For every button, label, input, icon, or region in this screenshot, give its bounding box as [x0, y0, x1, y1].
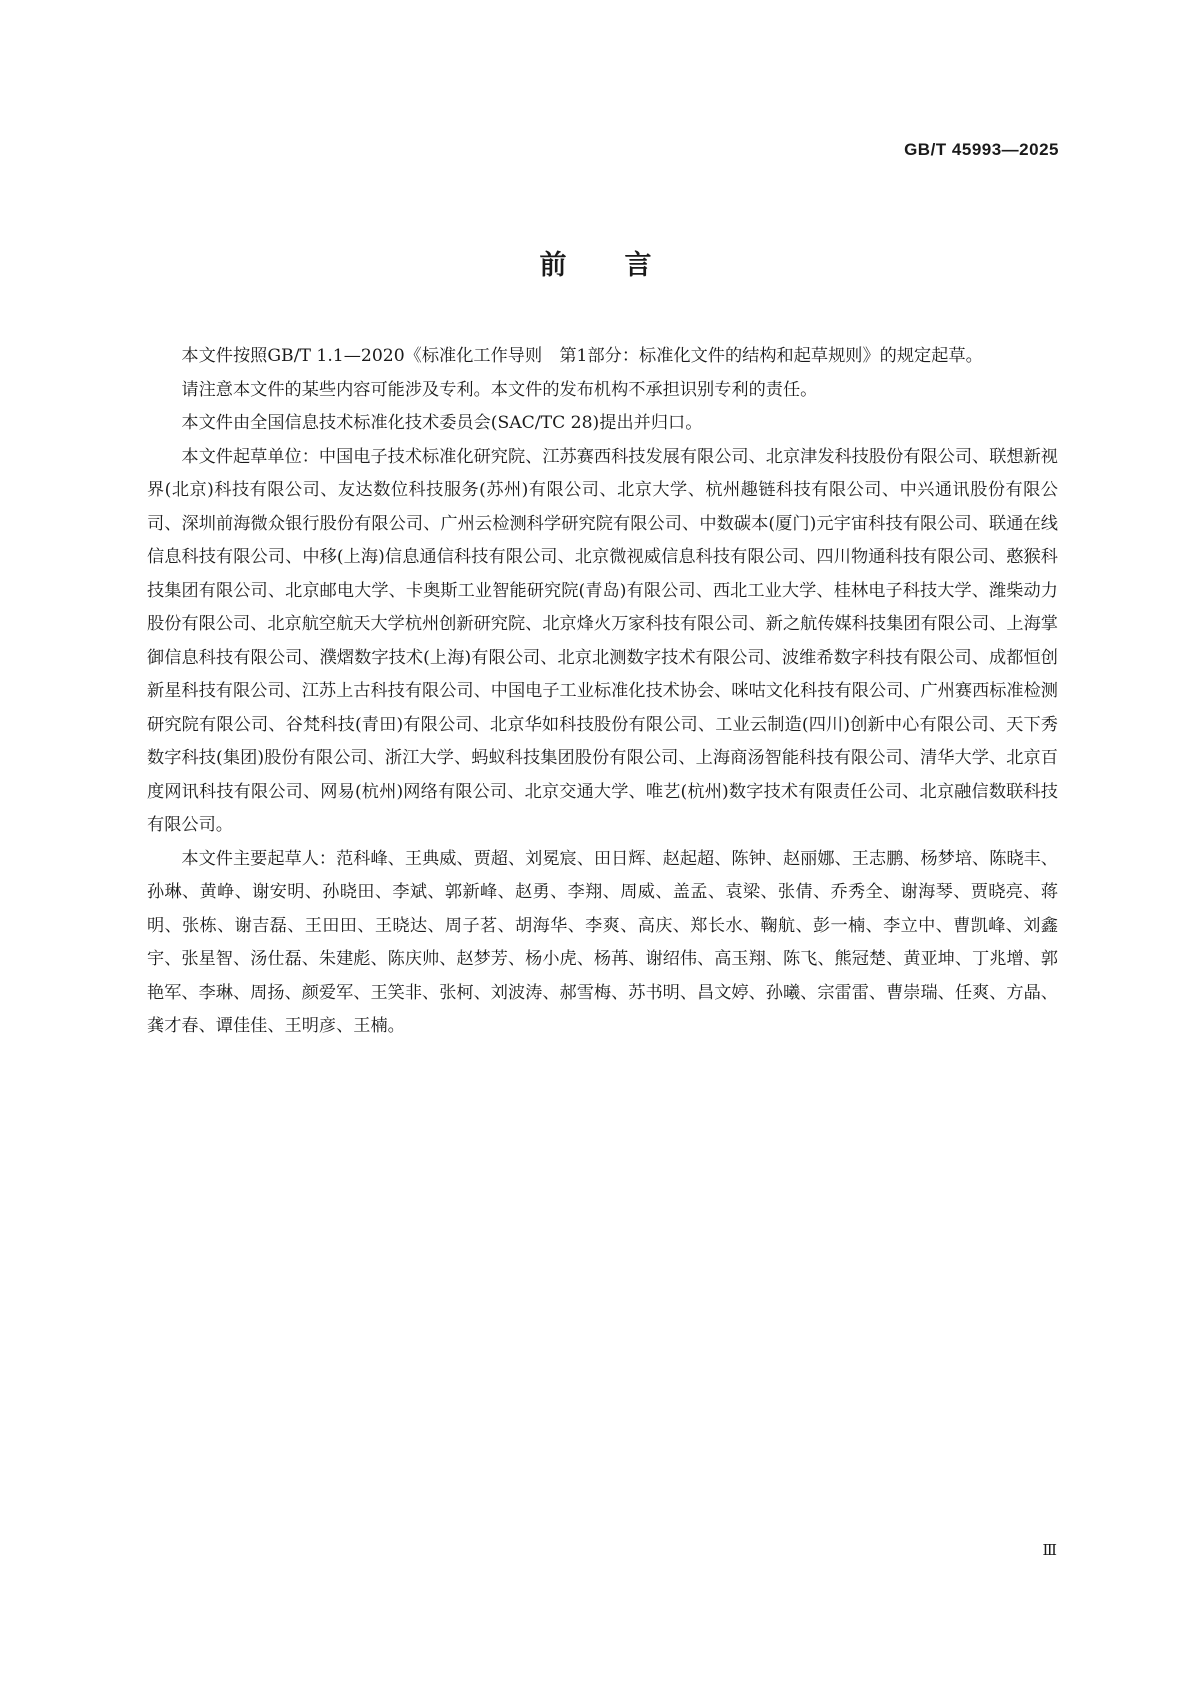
foreword-body [147, 340, 1058, 1044]
paragraph-drafting-units: 本文件起草单位：中国电子技术标准化研究院、江苏赛西科技发展有限公司、北京津发科技股份有限公司、联想新视界(北京)科技有限公司、友达数位科技服务(苏州)有限公司、北京大学、杭州趣链科技有限公司、中兴通讯股份有限公司、深圳前海微众银行股份有限公司、广州云检测科学研究院有限公司、中数碳本(厦门)元宇宙科技有限公司、联通在线信息科技有限公司、中移(上海)信息通信科技有限公司、北京微视威信息科技有限公司、四川物通科技有限公司、憨猴科技集团有限公司、北京邮电大学、卡奥斯工业智能研究院(青岛)有限公司、西北工业大学、桂林电子科技大学、潍柴动力股份有限公司、北京航空航天大学杭州创新研究院、北京烽火万家科技有限公司、新之航传媒科技集团有限公司、上海掌御信息科技有限公司、濮熠数字技术(上海)有限公司、北京北测数字技术有限公司、波维希数字科技有限公司、成都恒创新星科技有限公司、江苏上古科技有限公司、中国电子工业标准化技术协会、咪咕文化科技有限公司、广州赛西标准检测研究院有限公司、谷梵科技(青田)有限公司、北京华如科技股份有限公司、工业云制造(四川)创新中心有限公司、天下秀数字科技(集团)股份有限公司、浙江大学、蚂蚁科技集团股份有限公司、上海商汤智能科技有限公司、清华大学、北京百度网讯科技有限公司、网易(杭州)网络有限公司、北京交通大学、唯艺(杭州)数字技术有限责任公司、北京融信数联科技有限公司。 [147, 446, 1058, 835]
paragraph-drafting-rules: 本文件按照GB/T 1.1—2020《标准化工作导则 第1部分：标准化文件的结构和起草规则》的规定起草。 [181, 346, 983, 366]
paragraph-proposer: 本文件由全国信息技术标准化技术委员会(SAC/TC 28)提出并归口。 [181, 413, 703, 433]
page-title: 前言 [539, 250, 710, 281]
page-number: Ⅲ [1042, 1541, 1057, 1559]
paragraph-patent-notice: 请注意本文件的某些内容可能涉及专利。本文件的发布机构不承担识别专利的责任。 [181, 379, 818, 400]
paragraph-drafters: 本文件主要起草人：范科峰、王典威、贾超、刘冕宸、田日辉、赵起超、陈钟、赵丽娜、王志鹏、杨梦培、陈晓丰、孙琳、黄峥、谢安明、孙晓田、李斌、郭新峰、赵勇、李翔、周威、盖孟、袁梁、张倩、乔秀全、谢海琴、贾晓亮、蒋明、张栋、谢吉磊、王田田、王晓达、周子茗、胡海华、李爽、高庆、郑长水、鞠航、彭一楠、李立中、曹凯峰、刘鑫宇、张星智、汤仕磊、朱建彪、陈庆帅、赵梦芳、杨小虎、杨苒、谢绍伟、高玉翔、陈飞、熊冠楚、黄亚坤、丁兆增、郭艳军、李琳、周扬、颜爱军、王笑非、张柯、刘波涛、郝雪梅、苏书明、昌文婷、孙曦、宗雷雷、曹崇瑞、任爽、方晶、龚才春、谭佳佳、王明彦、王楠。 [147, 848, 1058, 1036]
document-number: GB/T 45993—2025 [904, 140, 1059, 159]
